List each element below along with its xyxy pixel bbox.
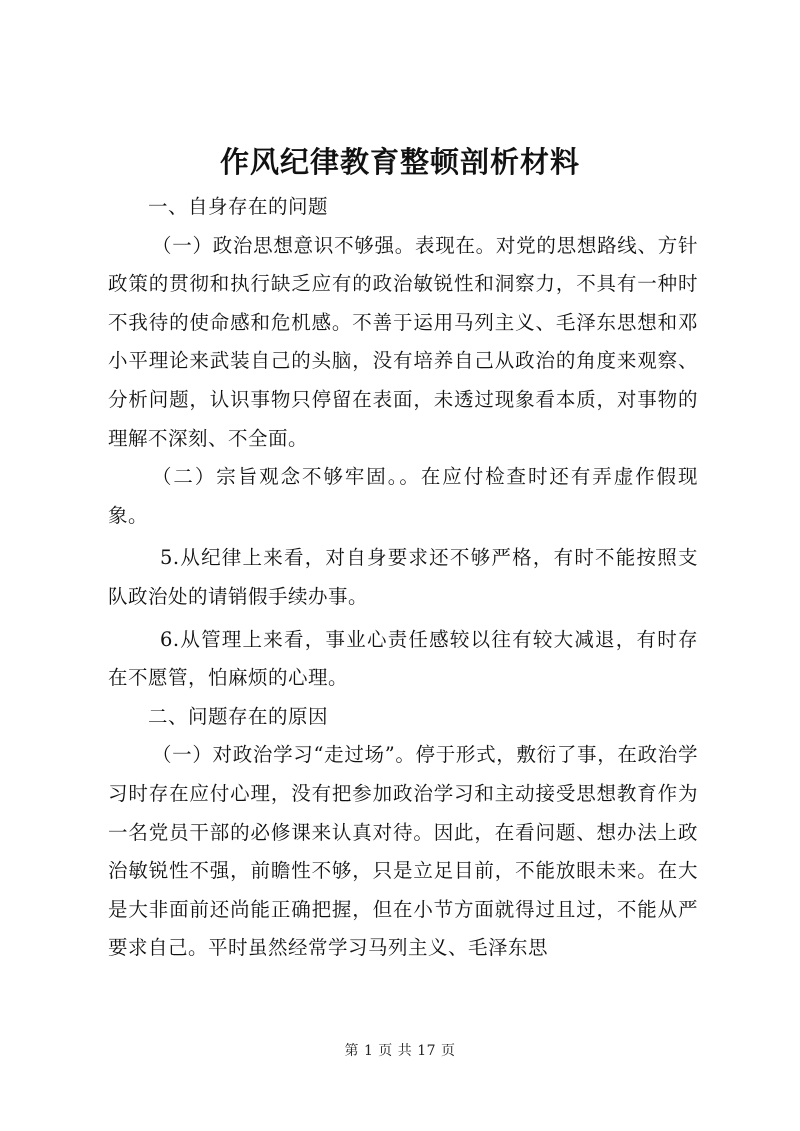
section-heading: 二、问题存在的原因 bbox=[148, 704, 329, 728]
paragraph: 6.从管理上来看，事业心责任感较以往有较大减退，有时存在不愿管，怕麻烦的心理。 bbox=[108, 627, 698, 690]
paragraph: （一）政治思想意识不够强。表现在。对党的思想路线、方针政策的贯彻和执行缺乏应有的政治敏锐性和洞察力，不具有一种时不我待的使命感和危机感。不善于运用马列主义、毛泽东思想和邓小平理论来武装自己的头脑，没有培养自己从政治的角度来观察、分析问题，认识事物只停留在表面，未透过现象看本质，对事物的理解不深刻、不全面。 bbox=[108, 233, 698, 450]
page-number: 第 1 页 共 17 页 bbox=[344, 1043, 456, 1059]
document-body bbox=[108, 188, 698, 968]
paragraph: 5.从纪律上来看，对自身要求还不够严格，有时不能按照支队政治处的请销假手续办事。 bbox=[108, 546, 698, 608]
paragraph: （一）对政治学习“走过场”。停于形式，敷衍了事，在政治学习时存在应付心理，没有把参加政治学习和主动接受思想教育作为一名党员干部的必修课来认真对待。因此，在看问题、想办法上政治敏锐性不强，前瞻性不够，只是立足目前，不能放眼未来。在大是大非面前还尚能正确把握，但在小节方面就得过且过，不能从严要求自己。平时虽然经常学习马列主义、毛泽东思 bbox=[108, 743, 698, 960]
paragraph: （二）宗旨观念不够牢固。。在应付检查时还有弄虚作假现象。 bbox=[108, 465, 698, 527]
section-heading: 一、自身存在的问题 bbox=[148, 195, 329, 218]
document-title: 作风纪律教育整顿剖析材料 bbox=[219, 145, 580, 179]
